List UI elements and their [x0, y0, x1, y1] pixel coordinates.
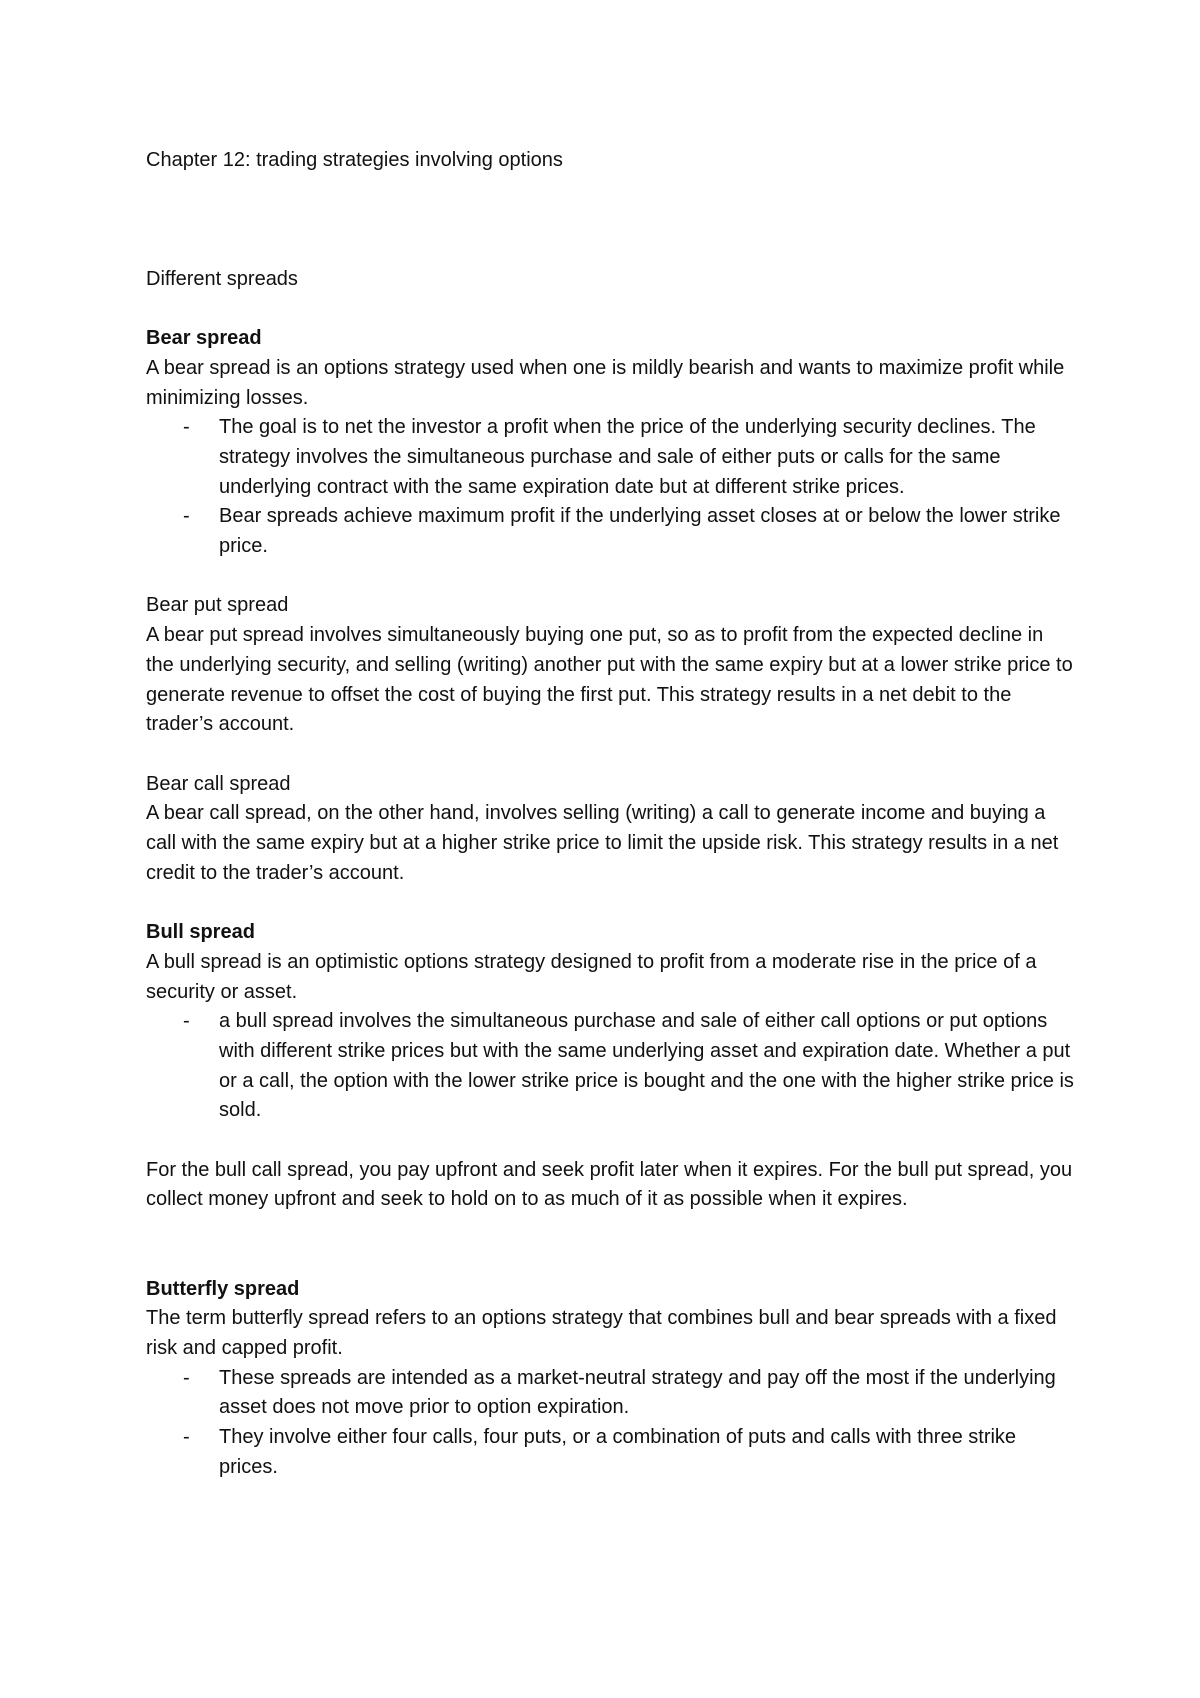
bull-spread-heading: Bull spread	[146, 921, 255, 944]
document-content	[146, 146, 1076, 1482]
list-item-text: a bull spread involves the simultaneous purchase and sale of either call options or put options with different strike prices but with the same underlying asset and expiration date. Whether a put or a call, the option with the lower strike price is bought and the one with the higher strike price is sold.	[219, 1010, 1074, 1122]
bullet-dash: -	[183, 416, 190, 439]
spacer	[146, 1126, 1076, 1156]
bear-call-spread-body: A bear call spread, on the other hand, involves selling (writing) a call to generate income and buying a call with the same expiry but at a higher strike price to limit the upside risk. This strategy results in a net credit to the trader’s account.	[146, 802, 1059, 884]
spacer	[146, 562, 1076, 592]
butterfly-spread-bullets	[146, 1364, 1076, 1483]
bear-spread-heading: Bear spread	[146, 327, 262, 350]
list-item	[146, 1364, 1076, 1423]
list-item-text: These spreads are intended as a market-neutral strategy and pay off the most if the underlying asset does not move prior to option expiration.	[219, 1366, 1056, 1419]
list-item	[146, 1423, 1076, 1482]
spacer	[146, 294, 1076, 324]
bear-spread-intro: A bear spread is an options strategy used when one is mildly bearish and wants to maximize profit while minimizing losses.	[146, 356, 1065, 409]
spacer	[146, 888, 1076, 918]
bear-spread-bullets	[146, 413, 1076, 562]
list-item	[146, 413, 1076, 502]
bear-call-spread-heading: Bear call spread	[146, 772, 291, 795]
spacer	[146, 176, 1076, 265]
bull-spread-bullets	[146, 1007, 1076, 1126]
bear-put-spread-body: A bear put spread involves simultaneously buying one put, so as to profit from the expected decline in the underlying security, and selling (writing) another put with the same expiry but at a lower strike price to generate revenue to offset the cost of buying the first put. This strategy results in a net debit to the trader’s account.	[146, 624, 1073, 736]
bull-spread-note: For the bull call spread, you pay upfront and seek profit later when it expires. For the bull put spread, you collect money upfront and seek to hold on to as much of it as possible when it expires.	[146, 1158, 1073, 1211]
butterfly-spread-heading: Butterfly spread	[146, 1277, 300, 1300]
bear-put-spread-heading: Bear put spread	[146, 594, 289, 617]
spacer	[146, 1215, 1076, 1274]
bullet-dash: -	[183, 505, 190, 528]
bullet-dash: -	[183, 1426, 190, 1449]
list-item	[146, 1007, 1076, 1126]
list-item-text: The goal is to net the investor a profit when the price of the underlying security declines. The strategy involves the simultaneous purchase and sale of either puts or calls for the same underlying contract with the same expiration date but at different strike prices.	[219, 416, 1036, 498]
butterfly-spread-intro: The term butterfly spread refers to an options strategy that combines bull and bear spreads with a fixed risk and capped profit.	[146, 1307, 1057, 1359]
bullet-dash: -	[183, 1010, 190, 1033]
spacer	[146, 740, 1076, 770]
list-item	[146, 502, 1076, 561]
section-title: Different spreads	[146, 267, 298, 290]
list-item-text: Bear spreads achieve maximum profit if the underlying asset closes at or below the lower strike price.	[219, 505, 1061, 558]
list-item-text: They involve either four calls, four puts, or a combination of puts and calls with three strike prices.	[219, 1426, 1017, 1478]
bull-spread-intro: A bull spread is an optimistic options strategy designed to profit from a moderate rise in the price of a security or asset.	[146, 950, 1037, 1003]
bullet-dash: -	[183, 1366, 190, 1389]
chapter-title: Chapter 12: trading strategies involving options	[146, 149, 563, 171]
